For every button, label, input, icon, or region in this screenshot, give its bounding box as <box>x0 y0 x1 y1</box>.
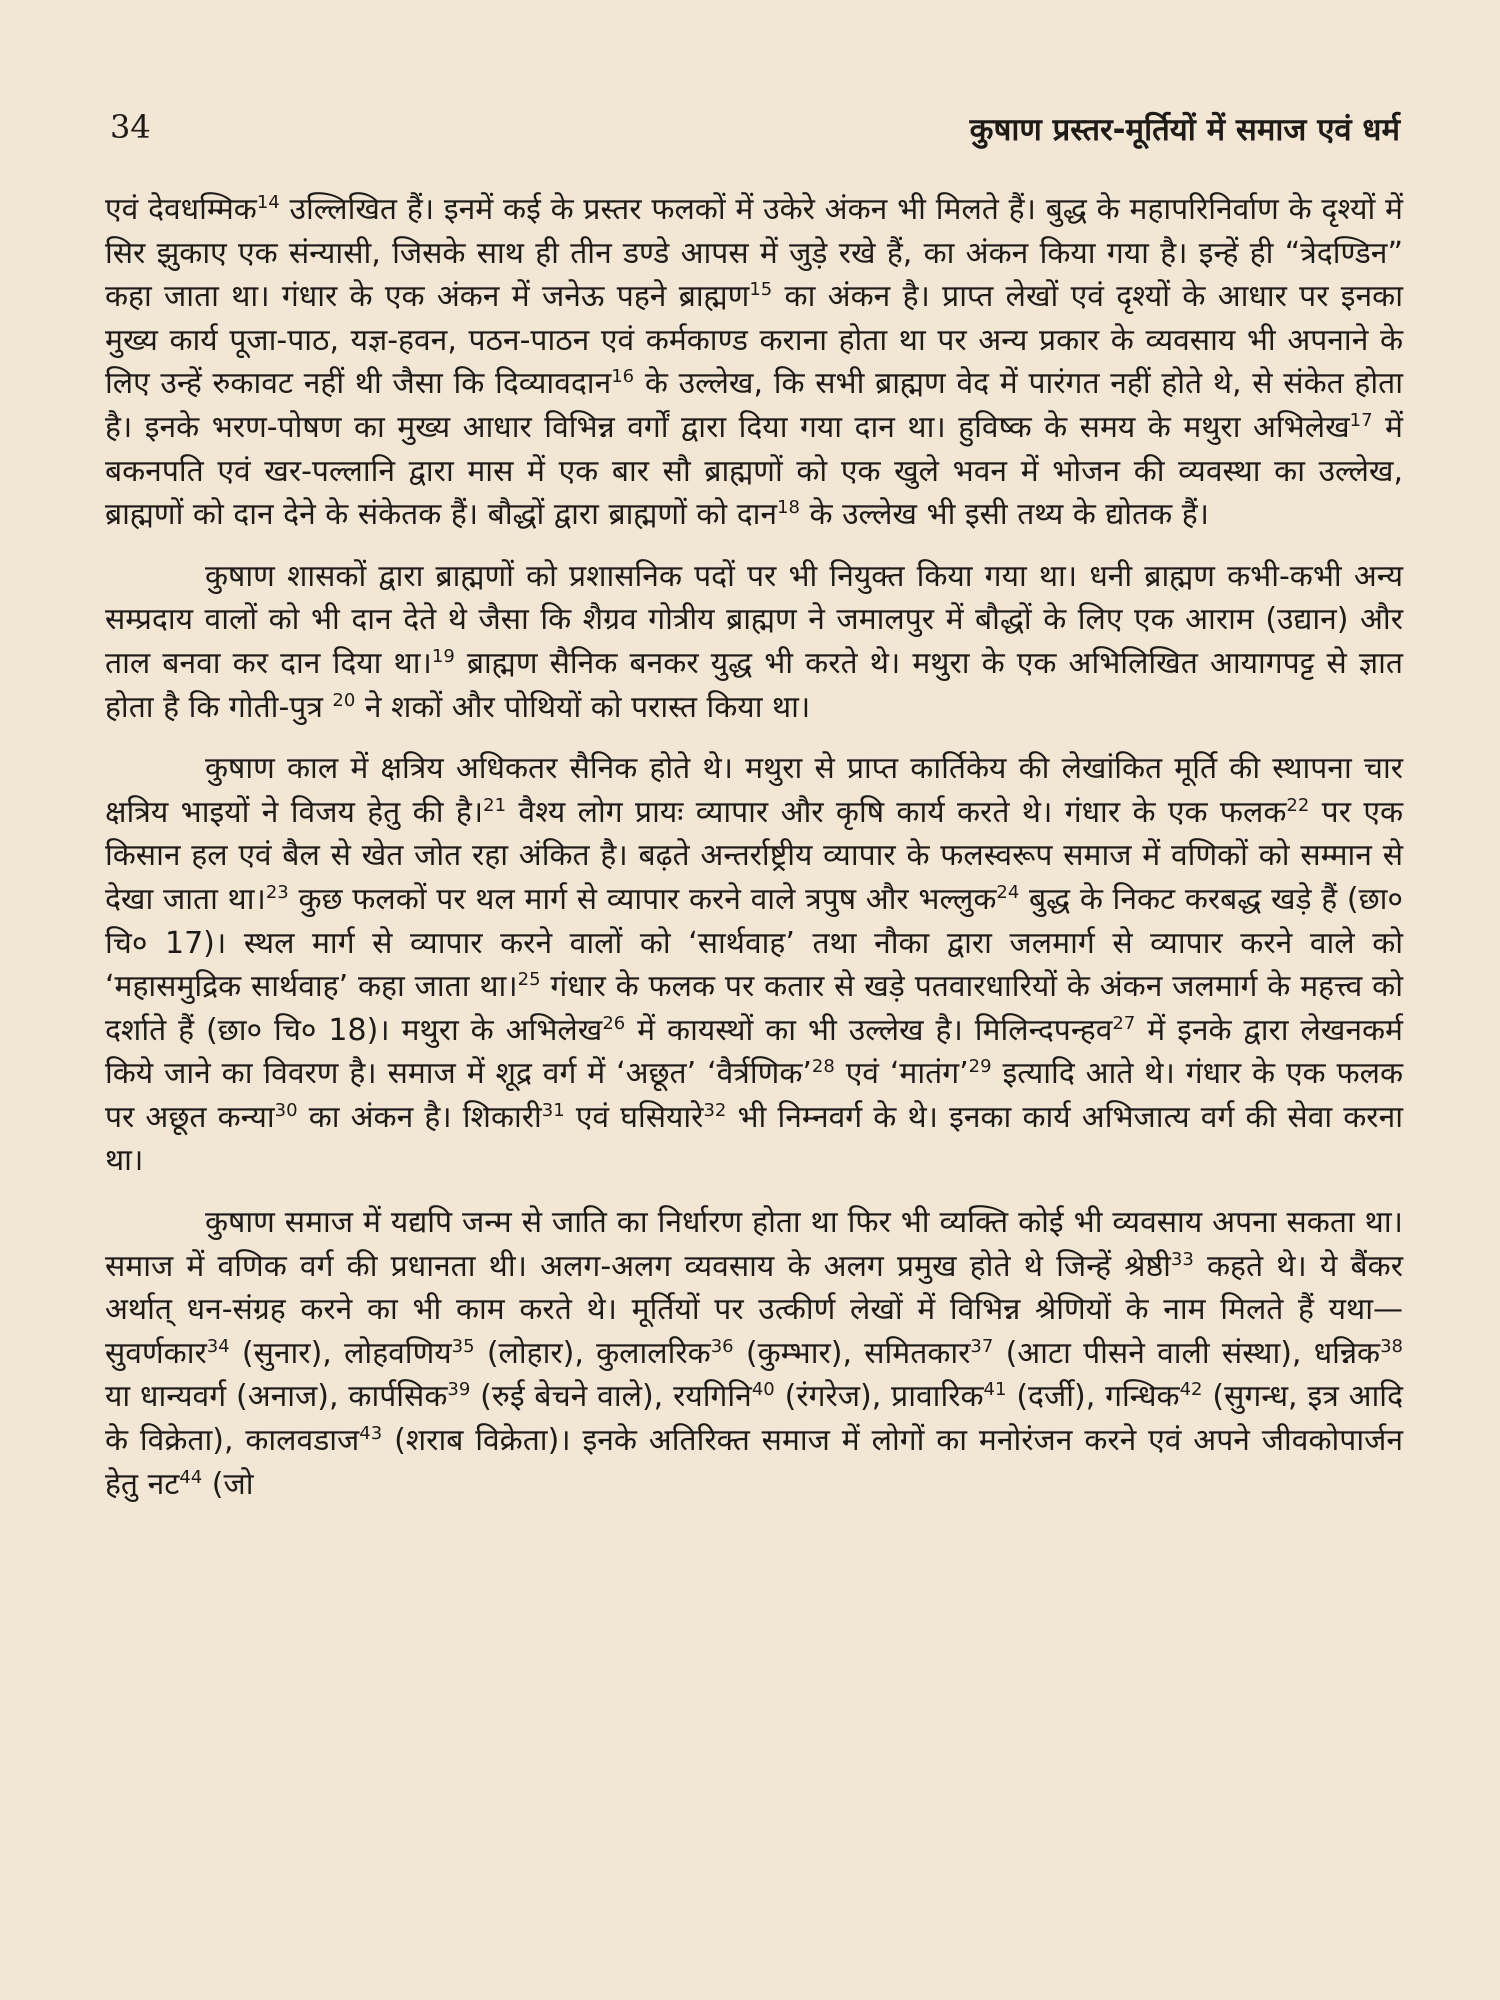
footnote-ref: 36 <box>710 1335 734 1357</box>
footnote-ref: 19 <box>431 645 455 667</box>
footnote-ref: 22 <box>1286 794 1310 816</box>
footnote-ref: 23 <box>265 881 289 903</box>
footnote-ref: 26 <box>602 1012 626 1034</box>
text-run: वैश्य लोग प्रायः व्यापार और कृषि कार्य करते थे। गंधार के एक फलक <box>506 794 1287 830</box>
footnote-ref: 17 <box>1349 409 1373 431</box>
paragraph <box>105 747 1403 1183</box>
text-run: ने शकों और पोथियों को परास्त किया था। <box>355 689 811 725</box>
footnote-ref: 34 <box>206 1335 230 1357</box>
footnote-ref: 25 <box>517 969 541 991</box>
text-run: (दर्जी), गन्धिक <box>1006 1379 1180 1415</box>
footnote-ref: 42 <box>1179 1379 1203 1401</box>
paragraph <box>105 1201 1403 1506</box>
footnote-ref: 21 <box>483 794 507 816</box>
footnote-ref: 32 <box>703 1099 727 1121</box>
text-run: एवं देवधम्मिक <box>105 192 257 227</box>
footnote-ref: 38 <box>1380 1335 1403 1357</box>
text-run: (जो <box>202 1466 254 1502</box>
text-run: के उल्लेख, कि सभी ब्राह्मण वेद में पारंगत नहीं होते थे, से संकेत होता है। इनके भरण-पोषण का मुख्य आधार विभिन्न वर्गों द्वारा दिया गया दान था। हुविष्क के समय के मथुरा अभिलेख <box>105 366 1404 445</box>
page-number: 34 <box>110 108 151 146</box>
footnote-ref: 29 <box>968 1056 992 1078</box>
footnote-ref: 37 <box>970 1335 994 1357</box>
text-run: के उल्लेख भी इसी तथ्य के द्योतक हैं। <box>799 497 1210 533</box>
footnote-ref: 35 <box>451 1335 475 1357</box>
text-run: कुषाण समाज में यद्यपि जन्म से जाति का निर्धारण होता था फिर भी व्यक्ति कोई भी व्यवसाय अपना सकता था। समाज में वणिक वर्ग की प्रधानता थी। अलग-अलग व्यवसाय के अलग प्रमुख होते थे जिन्हें श्रेष्ठी <box>105 1205 1403 1284</box>
footnote-ref: 30 <box>274 1099 298 1121</box>
text-run: कुषाण काल में क्षत्रिय अधिकतर सैनिक होते थे। मथुरा से प्राप्त कार्तिकेय की लेखांकित मूर्ति की स्थापना चार क्षत्रिय भाइयों ने विजय हेतु की है। <box>105 751 1403 830</box>
footnote-ref: 28 <box>811 1056 835 1078</box>
text-run: कुछ फलकों पर थल मार्ग से व्यापार करने वाले त्रपुष और भल्लुक <box>288 881 997 917</box>
footnote-ref: 18 <box>777 497 800 519</box>
text-run: या धान्यवर्ग (अनाज), कार्पसिक <box>105 1379 448 1415</box>
footnote-ref: 15 <box>749 279 773 301</box>
text-run: कुषाण शासकों द्वारा ब्राह्मणों को प्रशासनिक पदों पर भी नियुक्त किया गया था। धनी ब्राह्मण कभी-कभी अन्य सम्प्रदाय वालों को भी दान देते थे जैसा कि शैग्रव गोत्रीय ब्राह्मण ने जमालपुर में बौद्धों के लिए एक आराम (उद्यान) और ताल बनवा कर दान दिया था। <box>105 558 1403 681</box>
footnote-ref: 24 <box>996 881 1020 903</box>
footnote-ref: 40 <box>751 1379 775 1401</box>
footnote-ref: 31 <box>541 1099 565 1121</box>
footnote-ref: 16 <box>611 366 635 388</box>
footnote-ref: 41 <box>983 1379 1007 1401</box>
text-run: (सुगन्ध, इत्र आदि के विक्रेता), कालवडाज <box>105 1379 1404 1459</box>
paragraph <box>105 555 1403 729</box>
footnote-ref: 14 <box>256 192 280 213</box>
paragraph <box>105 188 1403 537</box>
text-run: (सुनार), लोहवणिय <box>229 1335 452 1371</box>
footnote-ref: 20 <box>332 689 356 711</box>
text-run: गंधार के फलक पर कतार से खड़े पतवारधारियों के अंकन जलमार्ग के महत्त्व को दर्शाते हैं (छा० चि० 18)। मथुरा के अभिलेख <box>105 969 1403 1048</box>
text-run: एवं घसियारे <box>564 1099 704 1135</box>
text-run: बुद्ध के निकट करबद्ध खड़े हैं (छा० चि० 17)। स्थल मार्ग से व्यापार करने वालों को ‘सार्थवाह’ तथा नौका द्वारा जलमार्ग से व्यापार करने वाले को ‘महासमुद्रिक सार्थवाह’ कहा जाता था। <box>105 881 1403 1005</box>
footnote-ref: 44 <box>179 1466 203 1488</box>
text-run: एवं ‘मातंग’ <box>834 1056 969 1092</box>
text-run: कहते थे। ये बैंकर अर्थात् धन-संग्रह करने का भी काम करते थे। मूर्तियों पर उत्कीर्ण लेखों में विभिन्न श्रेणियों के नाम मिलते हैं यथा—सुवर्णकार <box>105 1248 1403 1371</box>
footnote-ref: 33 <box>1170 1248 1194 1270</box>
footnote-ref: 39 <box>447 1379 471 1401</box>
text-run: इत्यादि आते थे। गंधार के एक फलक पर अछूत कन्या <box>105 1056 1403 1135</box>
text-run: (कुम्भार), समितकार <box>733 1335 971 1371</box>
running-title: कुषाण प्रस्तर-मूर्तियों में समाज एवं धर्म <box>969 112 1400 148</box>
text-run: (लोहार), कुलालरिक <box>474 1335 711 1371</box>
text-run: भी निम्नवर्ग के थे। इनका कार्य अभिजात्य वर्ग की सेवा करना था। <box>105 1099 1403 1179</box>
page-header <box>110 108 1400 158</box>
text-run: (रंगरेज), प्रावारिक <box>774 1379 984 1415</box>
text-run: (आटा पीसने वाली संस्था), धन्निक <box>993 1335 1381 1371</box>
text-run: का अंकन है। शिकारी <box>297 1099 542 1135</box>
body-text <box>105 188 1403 1524</box>
text-run: का अंकन है। प्राप्त लेखों एवं दृश्यों के आधार पर इनका मुख्य कार्य पूजा-पाठ, यज्ञ-हवन, पठन-पाठन एवं कर्मकाण्ड कराना होता था पर अन्य प्रकार के व्यवसाय भी अपनाने के लिए उन्हें रुकावट नहीं थी जैसा कि दिव्यावदान <box>105 279 1403 402</box>
text-run: पर एक किसान हल एवं बैल से खेत जोत रहा अंकित है। बढ़ते अन्तर्राष्ट्रीय व्यापार के फलस्वरूप समाज में वणिकों को सम्मान से देखा जाता था। <box>105 794 1404 917</box>
text-run: में बकनपति एवं खर-पल्लानि द्वारा मास में एक बार सौ ब्राह्मणों को एक खुले भवन में भोजन की व्यवस्था का उल्लेख, ब्राह्मणों को दान देने के संकेतक हैं। बौद्धों द्वारा ब्राह्मणों को दान <box>105 409 1403 533</box>
text-run: में इनके द्वारा लेखनकर्म किये जाने का विवरण है। समाज में शूद्र वर्ग में ‘अछूत’ ‘वैर्त्रणिक’ <box>105 1012 1403 1092</box>
footnote-ref: 43 <box>359 1423 383 1445</box>
text-run: में कायस्थों का भी उल्लेख है। मिलिन्दपन्हव <box>625 1012 1113 1048</box>
text-run: (रुई बेचने वाले), रयगिनि <box>470 1379 752 1415</box>
footnote-ref: 27 <box>1112 1012 1136 1034</box>
text-run: उल्लिखित हैं। इनमें कई के प्रस्तर फलकों में उकेरे अंकन भी मिलते हैं। बुद्ध के महापरिनिर्वाण के दृश्यों में सिर झुकाए एक संन्यासी, जिसके साथ ही तीन डण्डे आपस में जुड़े रखे हैं, का अंकन किया गया है। इन्हें ही “त्रेदण्डिन” कहा जाता था। गंधार के एक अंकन में जनेऊ पहने ब्राह्मण <box>105 192 1403 315</box>
text-run: ब्राह्मण सैनिक बनकर युद्ध भी करते थे। मथुरा के एक अभिलिखित आयागपट्ट से ज्ञात होता है कि गोती-पुत्र <box>105 645 1403 725</box>
text-run: (शराब विक्रेता)। इनके अतिरिक्त समाज में लोगों का मनोरंजन करने एवं अपने जीवकोपार्जन हेतु नट <box>105 1423 1404 1502</box>
